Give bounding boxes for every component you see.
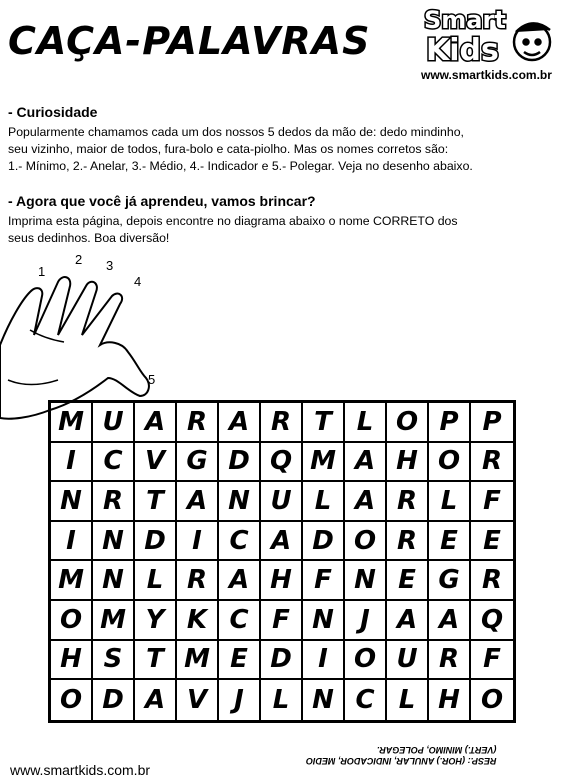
grid-cell[interactable]: R xyxy=(429,641,471,681)
grid-cell[interactable]: O xyxy=(345,522,387,562)
grid-cell[interactable]: D xyxy=(135,522,177,562)
grid-cell[interactable]: M xyxy=(93,601,135,641)
grid-cell[interactable]: U xyxy=(387,641,429,681)
grid-cell[interactable]: D xyxy=(261,641,303,681)
grid-cell[interactable]: N xyxy=(219,482,261,522)
grid-cell[interactable]: T xyxy=(135,482,177,522)
grid-cell[interactable]: Y xyxy=(135,601,177,641)
grid-cell[interactable]: F xyxy=(261,601,303,641)
logo-line1: Smart xyxy=(424,6,506,34)
grid-cell[interactable]: I xyxy=(51,522,93,562)
grid-cell[interactable]: A xyxy=(345,482,387,522)
grid-cell[interactable]: C xyxy=(219,601,261,641)
curiosidade-line-3: 1.- Mínimo, 2.- Anelar, 3.- Médio, 4.- Indicador e 5.- Polegar. Veja no desenho abaixo. xyxy=(8,159,473,173)
grid-cell[interactable]: S xyxy=(93,641,135,681)
grid-cell[interactable]: A xyxy=(345,443,387,483)
grid-cell[interactable]: R xyxy=(93,482,135,522)
grid-cell[interactable]: T xyxy=(135,641,177,681)
grid-cell[interactable]: A xyxy=(429,601,471,641)
grid-cell[interactable]: N xyxy=(51,482,93,522)
finger-number-4: 4 xyxy=(134,274,142,289)
grid-cell[interactable]: O xyxy=(387,403,429,443)
grid-cell[interactable]: R xyxy=(177,561,219,601)
answer-line-1: RESP.: (HOR.) ANULAR, INDICADOR, MEDIO xyxy=(306,756,497,766)
grid-cell[interactable]: M xyxy=(51,403,93,443)
grid-cell[interactable]: G xyxy=(177,443,219,483)
brincar-line-1: Imprima esta página, depois encontre no diagrama abaixo o nome CORRETO dos xyxy=(8,214,458,228)
section-heading-brincar: - Agora que você já aprendeu, vamos brincar? xyxy=(8,193,316,209)
grid-cell[interactable]: J xyxy=(345,601,387,641)
grid-cell[interactable]: A xyxy=(219,561,261,601)
grid-cell[interactable]: Q xyxy=(261,443,303,483)
grid-cell[interactable]: F xyxy=(303,561,345,601)
grid-cell[interactable]: P xyxy=(429,403,471,443)
grid-cell[interactable]: A xyxy=(177,482,219,522)
finger-number-5: 5 xyxy=(148,372,156,387)
grid-cell[interactable]: A xyxy=(135,403,177,443)
word-search-grid xyxy=(48,400,516,723)
grid-cell[interactable]: I xyxy=(51,443,93,483)
grid-cell[interactable]: H xyxy=(261,561,303,601)
grid-cell[interactable]: A xyxy=(261,522,303,562)
brincar-line-2: seus dedinhos. Boa diversão! xyxy=(8,231,170,245)
grid-cell[interactable]: D xyxy=(303,522,345,562)
grid-cell[interactable]: H xyxy=(51,641,93,681)
grid-cell[interactable]: E xyxy=(387,561,429,601)
grid-cell[interactable]: N xyxy=(345,561,387,601)
grid-cell[interactable]: U xyxy=(93,403,135,443)
answer-line-2: (VERT.) MINIMO, POLEGAR. xyxy=(376,745,497,755)
grid-cell[interactable]: L xyxy=(429,482,471,522)
grid-cell[interactable]: N xyxy=(303,680,345,720)
grid-cell[interactable]: C xyxy=(219,522,261,562)
grid-cell[interactable]: D xyxy=(219,443,261,483)
grid-cell[interactable]: H xyxy=(429,680,471,720)
smartkids-logo xyxy=(420,2,560,68)
page-title: CAÇA-PALAVRAS xyxy=(8,19,371,63)
grid-cell[interactable]: O xyxy=(51,601,93,641)
grid-cell[interactable]: K xyxy=(177,601,219,641)
site-url-bottom: www.smartkids.com.br xyxy=(10,762,151,778)
grid-cell[interactable]: C xyxy=(93,443,135,483)
grid-cell[interactable]: O xyxy=(345,641,387,681)
grid-cell[interactable]: F xyxy=(471,641,513,681)
grid-cell[interactable]: D xyxy=(93,680,135,720)
grid-cell[interactable]: C xyxy=(345,680,387,720)
grid-cell[interactable]: P xyxy=(471,403,513,443)
grid-cell[interactable]: V xyxy=(177,680,219,720)
monkey-mascot-icon xyxy=(514,23,550,60)
grid-cell[interactable]: R xyxy=(177,403,219,443)
finger-number-1: 1 xyxy=(38,264,46,279)
grid-cell[interactable]: M xyxy=(303,443,345,483)
grid-cell[interactable]: N xyxy=(93,522,135,562)
grid-cell[interactable]: U xyxy=(261,482,303,522)
site-url-top: www.smartkids.com.br xyxy=(421,68,552,82)
grid-cell[interactable]: G xyxy=(429,561,471,601)
grid-cell[interactable]: L xyxy=(261,680,303,720)
grid-cell[interactable]: N xyxy=(93,561,135,601)
grid-cell[interactable]: O xyxy=(51,680,93,720)
grid-cell[interactable]: N xyxy=(303,601,345,641)
grid-cell[interactable]: I xyxy=(303,641,345,681)
grid-cell[interactable]: R xyxy=(387,522,429,562)
grid-cell[interactable]: E xyxy=(471,522,513,562)
grid-cell[interactable]: F xyxy=(471,482,513,522)
grid-cell[interactable]: E xyxy=(429,522,471,562)
finger-number-2: 2 xyxy=(75,252,83,267)
grid-cell[interactable]: V xyxy=(135,443,177,483)
grid-cell[interactable]: I xyxy=(177,522,219,562)
grid-cell[interactable]: J xyxy=(219,680,261,720)
grid-cell[interactable]: M xyxy=(177,641,219,681)
grid-cell[interactable]: M xyxy=(51,561,93,601)
grid-cell[interactable]: A xyxy=(219,403,261,443)
grid-cell[interactable]: L xyxy=(387,680,429,720)
grid-cell[interactable]: H xyxy=(387,443,429,483)
finger-number-3: 3 xyxy=(106,258,114,273)
grid-cell[interactable]: A xyxy=(135,680,177,720)
grid-cell[interactable]: R xyxy=(471,561,513,601)
curiosidade-line-1: Popularmente chamamos cada um dos nossos 5 dedos da mão de: dedo mindinho, xyxy=(8,125,464,139)
section-heading-curiosidade: - Curiosidade xyxy=(8,104,98,120)
grid-cell[interactable]: R xyxy=(261,403,303,443)
grid-cell[interactable]: A xyxy=(387,601,429,641)
curiosidade-line-2: seu vizinho, maior de todos, fura-bolo e cata-piolho. Mas os nomes corretos são: xyxy=(8,142,449,156)
grid-cell[interactable]: O xyxy=(480,684,504,715)
grid-cell[interactable]: L xyxy=(135,561,177,601)
grid-cell[interactable]: O xyxy=(429,443,471,483)
grid-cell[interactable]: E xyxy=(219,641,261,681)
logo-line2: Kids xyxy=(426,33,499,68)
grid-cell[interactable]: T xyxy=(303,403,345,443)
answer-key xyxy=(306,744,497,766)
grid-cell[interactable]: R xyxy=(471,443,513,483)
grid-cell[interactable]: R xyxy=(387,482,429,522)
grid-cell[interactable]: Q xyxy=(471,601,513,641)
grid-cell[interactable]: L xyxy=(345,403,387,443)
grid-cell[interactable]: L xyxy=(303,482,345,522)
